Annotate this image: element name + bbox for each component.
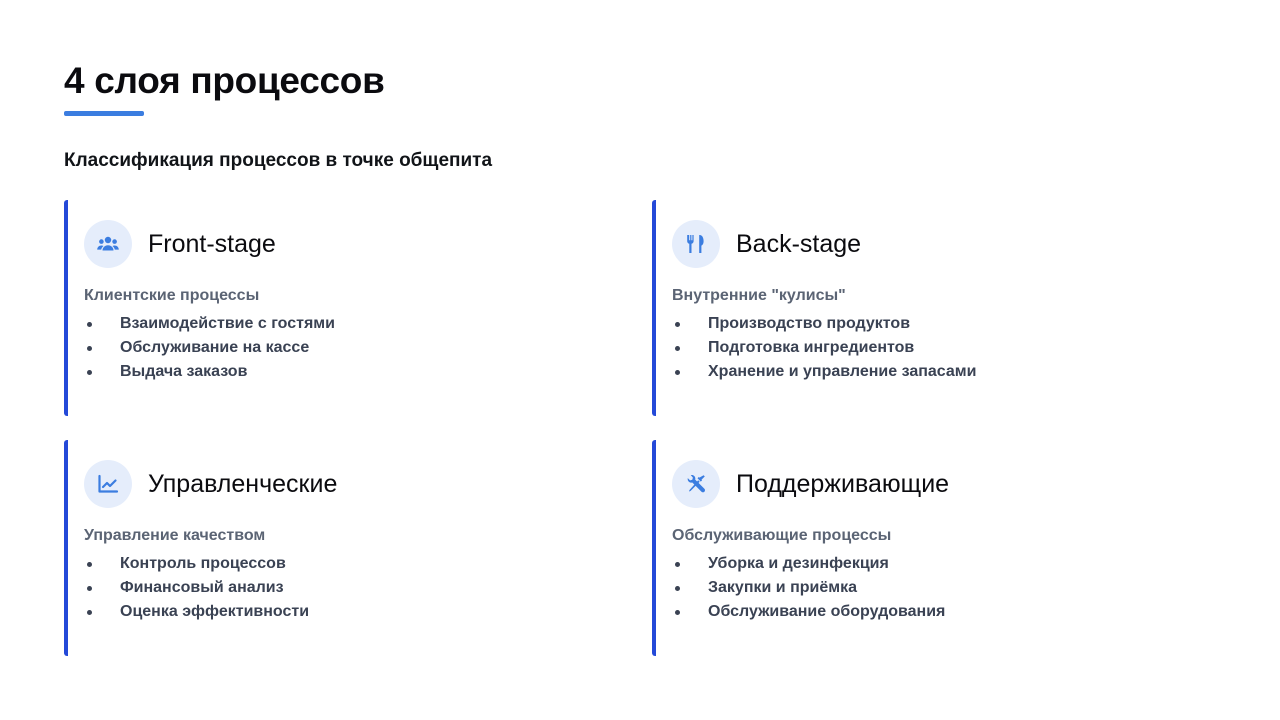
card-title: Back-stage xyxy=(736,229,862,258)
card-title: Front-stage xyxy=(148,229,276,258)
card-list xyxy=(84,552,604,624)
list-item: Хранение и управление запасами xyxy=(672,360,1192,384)
card-front-stage xyxy=(64,200,604,416)
card-list xyxy=(672,312,1192,384)
tools-icon xyxy=(672,460,720,508)
card-header xyxy=(84,460,604,508)
card-list xyxy=(672,552,1192,624)
card-title: Поддерживающие xyxy=(736,469,950,498)
card-header xyxy=(84,220,604,268)
list-item: Уборка и дезинфекция xyxy=(672,552,1192,576)
list-item: Финансовый анализ xyxy=(84,576,604,600)
card-header xyxy=(672,220,1192,268)
card-subtitle: Клиентские процессы xyxy=(84,287,260,304)
page-subtitle: Классификация процессов в точке общепита xyxy=(64,150,493,171)
card-header xyxy=(672,460,1192,508)
users-icon xyxy=(84,220,132,268)
list-item: Подготовка ингредиентов xyxy=(672,336,1192,360)
line-chart-icon xyxy=(84,460,132,508)
card-list xyxy=(84,312,604,384)
card-subtitle: Управление качеством xyxy=(84,527,266,544)
list-item: Закупки и приёмка xyxy=(672,576,1192,600)
list-item: Обслуживание на кассе xyxy=(84,336,604,360)
list-item: Обслуживание оборудования xyxy=(672,600,1192,624)
card-support xyxy=(652,440,1192,656)
card-management xyxy=(64,440,604,656)
page-title: 4 слоя процессов xyxy=(64,60,385,101)
card-back-stage xyxy=(652,200,1192,416)
list-item: Производство продуктов xyxy=(672,312,1192,336)
card-subtitle: Внутренние "кулисы" xyxy=(672,287,846,304)
list-item: Выдача заказов xyxy=(84,360,604,384)
list-item: Оценка эффективности xyxy=(84,600,604,624)
utensils-icon xyxy=(672,220,720,268)
title-underline xyxy=(64,111,144,116)
card-subtitle: Обслуживающие процессы xyxy=(672,527,892,544)
list-item: Контроль процессов xyxy=(84,552,604,576)
card-title: Управленческие xyxy=(148,469,338,498)
list-item: Взаимодействие с гостями xyxy=(84,312,604,336)
